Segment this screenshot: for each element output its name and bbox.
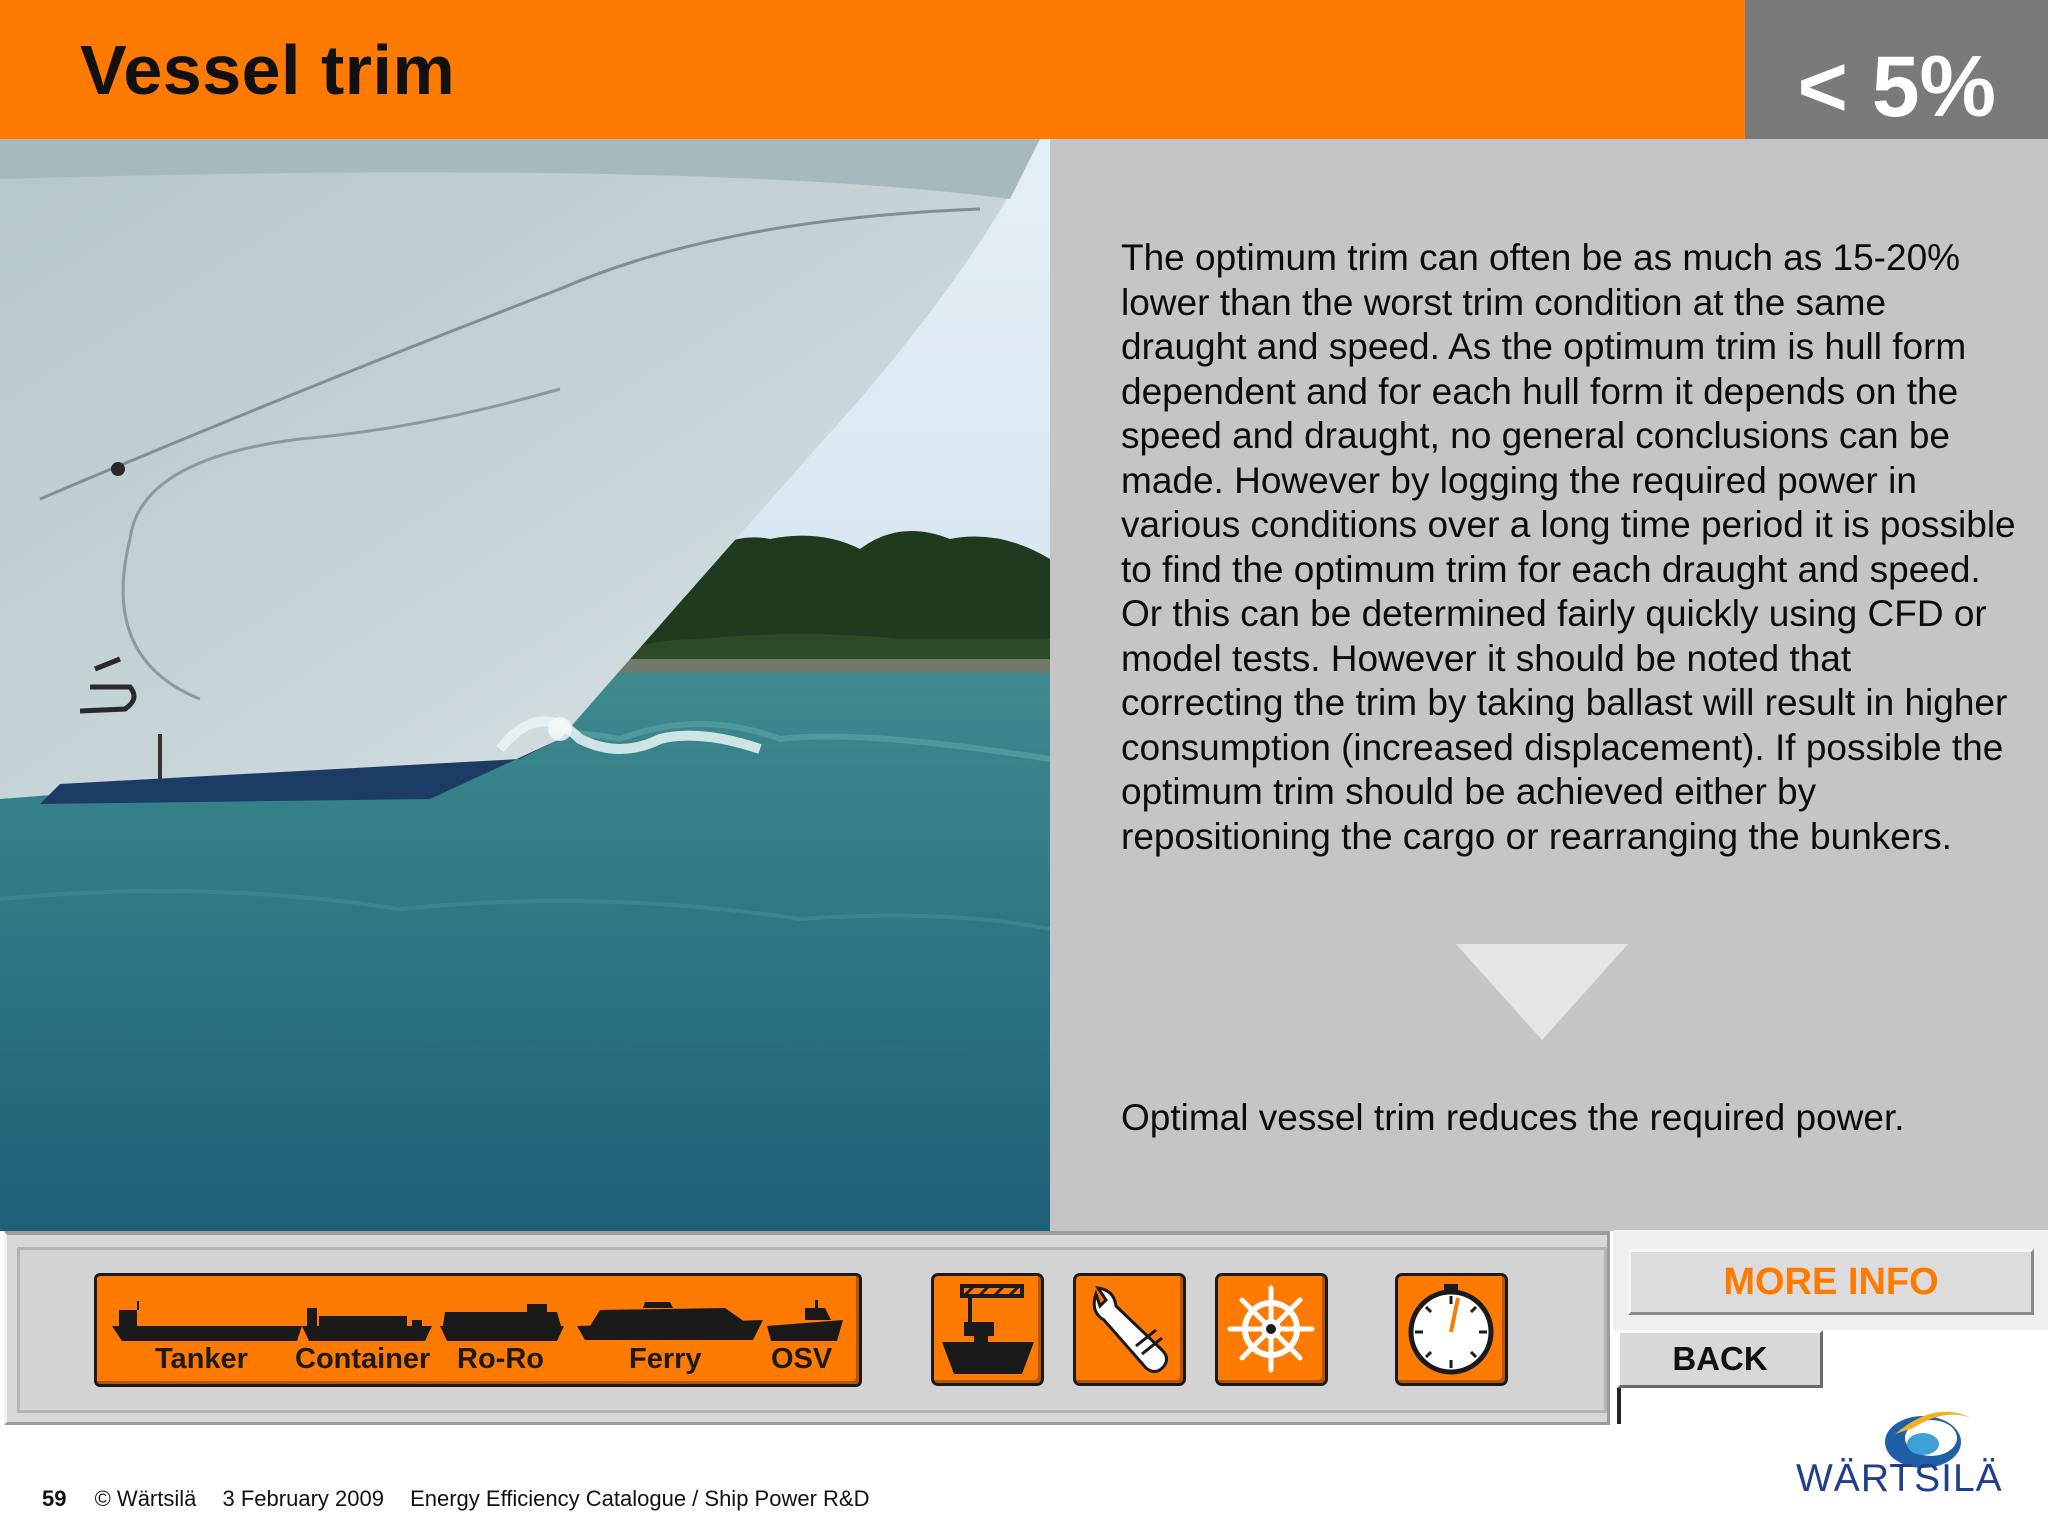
ship-bow-photo [0,139,1050,1231]
paragraph-2: Or this can be determined fairly quickly using CFD or model tests. However it should be noted that correcting the trim by taking ballast will result in higher consumption (increased displacement). If possible the optimum trim should be achieved either by repositioning the cargo or rearranging the bunkers. [1121,593,2008,857]
header-bar [0,0,1745,139]
description-text [1121,236,2021,859]
back-button[interactable]: BACK [1617,1330,1823,1388]
description-panel [1050,139,2048,1231]
page-title: Vessel trim [80,31,456,109]
wrench-icon [1076,1276,1183,1383]
container-ship-silhouette-icon [297,1296,437,1346]
vessel-type-tanker[interactable]: Tanker [155,1343,248,1375]
date: 3 February 2009 [222,1486,384,1511]
document-name: Energy Efficiency Catalogue / Ship Power R&D [410,1486,870,1511]
down-arrow-icon [1456,944,1628,1040]
vessel-type-osv[interactable]: OSV [771,1343,833,1375]
wartsila-logo-text: WÄRTSILÄ [1796,1457,2003,1500]
vessel-type-roro[interactable]: Ro-Ro [457,1343,544,1375]
more-info-button[interactable]: MORE INFO [1628,1249,2034,1315]
port-crane-icon [934,1276,1041,1383]
roro-silhouette-icon [437,1296,567,1346]
navigation-button[interactable] [1215,1273,1328,1386]
timing-button[interactable] [1395,1273,1508,1386]
paragraph-1: The optimum trim can often be as much as 15-20% lower than the worst trim condition at the same draught and speed. As the optimum trim is hull form dependent and for each hull form it depends on the speed and draught, no general conclusions can be made. However by logging the required power in various conditions over a long time period it is possible to find the optimum trim for each draught and speed. [1121,237,2016,590]
vessel-type-ferry[interactable]: Ferry [629,1343,702,1375]
page-number: 59 [42,1486,67,1511]
tanker-silhouette-icon [107,1296,307,1346]
service-button[interactable] [1073,1273,1186,1386]
port-crane-button[interactable] [931,1273,1044,1386]
footer [42,1486,869,1512]
ship-wheel-icon [1218,1276,1325,1383]
back-button-shadow [1617,1388,1621,1424]
copyright: © Wärtsilä [94,1486,197,1511]
ferry-silhouette-icon [575,1294,765,1346]
summary-text: Optimal vessel trim reduces the required power. [1121,1097,1905,1138]
vessel-type-container[interactable]: Container [295,1343,431,1375]
stopwatch-icon [1398,1276,1505,1383]
osv-silhouette-icon [765,1296,845,1346]
savings-badge-label: < 5% [1797,39,1996,135]
savings-badge [1745,0,2048,139]
vessel-types-button[interactable] [94,1273,862,1387]
